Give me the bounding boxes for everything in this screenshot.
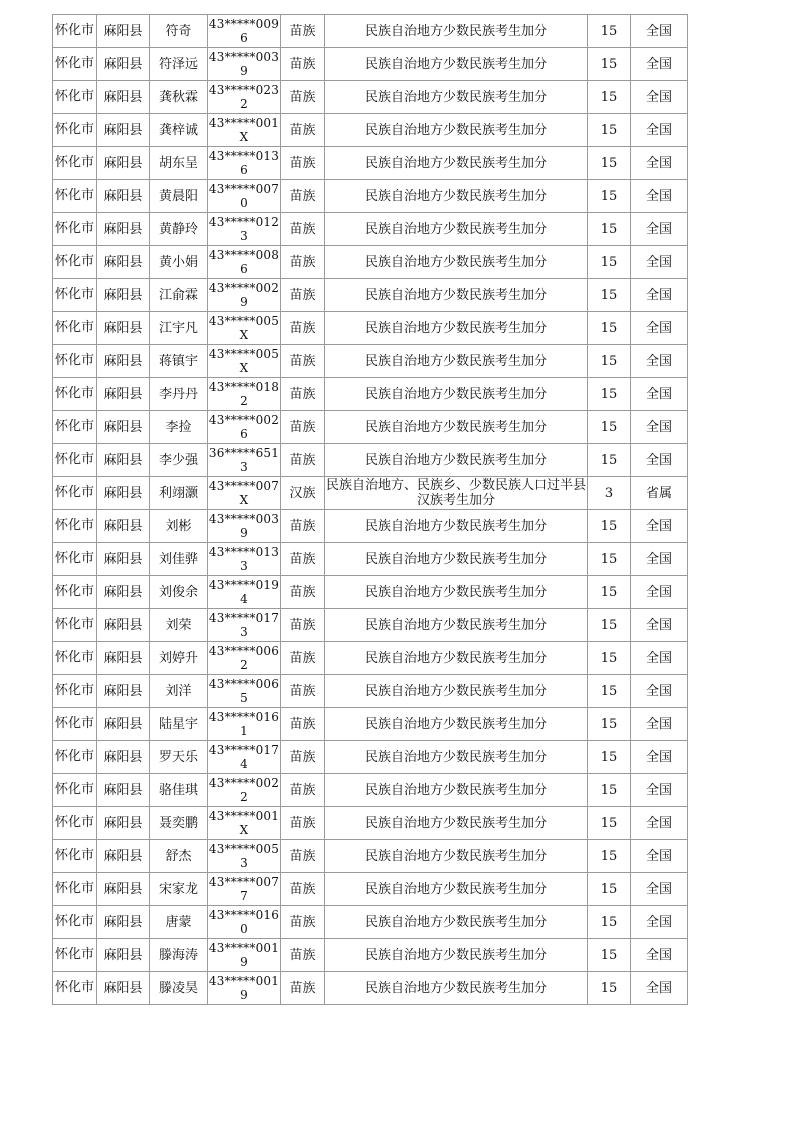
- ethnicity-cell: 苗族: [281, 609, 325, 642]
- name-cell: 刘彬: [150, 510, 208, 543]
- city-cell: 怀化市: [53, 939, 97, 972]
- points-cell: 3: [588, 477, 631, 510]
- points-cell: 15: [588, 81, 631, 114]
- city-cell: 怀化市: [53, 81, 97, 114]
- city-cell: 怀化市: [53, 543, 97, 576]
- table-row: [53, 807, 688, 840]
- bonus-item-cell: 民族自治地方少数民族考生加分: [325, 807, 588, 840]
- city-cell: 怀化市: [53, 675, 97, 708]
- name-cell: 刘佳骅: [150, 543, 208, 576]
- scope-cell: 全国: [631, 543, 688, 576]
- scope-cell: 省属: [631, 477, 688, 510]
- county-cell: 麻阳县: [97, 906, 150, 939]
- name-cell: 刘婷升: [150, 642, 208, 675]
- county-cell: 麻阳县: [97, 939, 150, 972]
- name-cell: 蒋镇宇: [150, 345, 208, 378]
- city-cell: 怀化市: [53, 114, 97, 147]
- bonus-item-cell: 民族自治地方少数民族考生加分: [325, 444, 588, 477]
- id-number-cell: 43*****005X: [208, 312, 281, 345]
- city-cell: 怀化市: [53, 213, 97, 246]
- bonus-item-cell: 民族自治地方少数民族考生加分: [325, 774, 588, 807]
- city-cell: 怀化市: [53, 246, 97, 279]
- scope-cell: 全国: [631, 378, 688, 411]
- ethnicity-cell: 苗族: [281, 48, 325, 81]
- ethnicity-cell: 苗族: [281, 345, 325, 378]
- ethnicity-cell: 苗族: [281, 81, 325, 114]
- table-row: [53, 213, 688, 246]
- name-cell: 骆佳琪: [150, 774, 208, 807]
- county-cell: 麻阳县: [97, 213, 150, 246]
- points-cell: 15: [588, 279, 631, 312]
- name-cell: 黄小娟: [150, 246, 208, 279]
- city-cell: 怀化市: [53, 378, 97, 411]
- points-cell: 15: [588, 840, 631, 873]
- county-cell: 麻阳县: [97, 345, 150, 378]
- scope-cell: 全国: [631, 873, 688, 906]
- name-cell: 利翊灏: [150, 477, 208, 510]
- table-row: [53, 741, 688, 774]
- points-cell: 15: [588, 642, 631, 675]
- id-number-cell: 43*****0053: [208, 840, 281, 873]
- city-cell: 怀化市: [53, 477, 97, 510]
- points-cell: 15: [588, 15, 631, 48]
- county-cell: 麻阳县: [97, 114, 150, 147]
- points-cell: 15: [588, 675, 631, 708]
- ethnicity-cell: 苗族: [281, 939, 325, 972]
- ethnicity-cell: 苗族: [281, 873, 325, 906]
- bonus-points-table: [52, 14, 688, 1005]
- bonus-item-cell: 民族自治地方少数民族考生加分: [325, 180, 588, 213]
- bonus-item-cell: 民族自治地方少数民族考生加分: [325, 708, 588, 741]
- bonus-item-cell: 民族自治地方少数民族考生加分: [325, 246, 588, 279]
- table-row: [53, 906, 688, 939]
- scope-cell: 全国: [631, 972, 688, 1005]
- ethnicity-cell: 苗族: [281, 576, 325, 609]
- bonus-item-cell: 民族自治地方少数民族考生加分: [325, 48, 588, 81]
- id-number-cell: 43*****0077: [208, 873, 281, 906]
- county-cell: 麻阳县: [97, 246, 150, 279]
- table-row: [53, 279, 688, 312]
- scope-cell: 全国: [631, 312, 688, 345]
- points-cell: 15: [588, 411, 631, 444]
- scope-cell: 全国: [631, 345, 688, 378]
- scope-cell: 全国: [631, 576, 688, 609]
- bonus-item-cell: 民族自治地方少数民族考生加分: [325, 345, 588, 378]
- id-number-cell: 43*****001X: [208, 114, 281, 147]
- bonus-item-cell: 民族自治地方少数民族考生加分: [325, 939, 588, 972]
- county-cell: 麻阳县: [97, 642, 150, 675]
- id-number-cell: 43*****0133: [208, 543, 281, 576]
- city-cell: 怀化市: [53, 873, 97, 906]
- points-cell: 15: [588, 708, 631, 741]
- points-cell: 15: [588, 213, 631, 246]
- city-cell: 怀化市: [53, 609, 97, 642]
- bonus-item-cell: 民族自治地方、民族乡、少数民族人口过半县汉族考生加分: [325, 478, 586, 508]
- ethnicity-cell: 苗族: [281, 675, 325, 708]
- name-cell: 罗天乐: [150, 741, 208, 774]
- table-row: [53, 840, 688, 873]
- points-cell: 15: [588, 939, 631, 972]
- scope-cell: 全国: [631, 81, 688, 114]
- bonus-item-cell: 民族自治地方少数民族考生加分: [325, 972, 588, 1005]
- points-cell: 15: [588, 147, 631, 180]
- id-number-cell: 43*****0026: [208, 411, 281, 444]
- scope-cell: 全国: [631, 147, 688, 180]
- scope-cell: 全国: [631, 411, 688, 444]
- table-row: [53, 642, 688, 675]
- points-cell: 15: [588, 609, 631, 642]
- id-number-cell: 43*****0096: [208, 15, 281, 48]
- name-cell: 聂奕鹏: [150, 807, 208, 840]
- id-number-cell: 43*****0029: [208, 279, 281, 312]
- city-cell: 怀化市: [53, 972, 97, 1005]
- ethnicity-cell: 苗族: [281, 774, 325, 807]
- table-row: [53, 246, 688, 279]
- ethnicity-cell: 苗族: [281, 906, 325, 939]
- ethnicity-cell: 苗族: [281, 840, 325, 873]
- city-cell: 怀化市: [53, 345, 97, 378]
- table-row: [53, 477, 688, 510]
- scope-cell: 全国: [631, 906, 688, 939]
- bonus-item-cell: 民族自治地方少数民族考生加分: [325, 378, 588, 411]
- ethnicity-cell: 苗族: [281, 510, 325, 543]
- id-number-cell: 43*****0065: [208, 675, 281, 708]
- scope-cell: 全国: [631, 774, 688, 807]
- name-cell: 胡东呈: [150, 147, 208, 180]
- county-cell: 麻阳县: [97, 510, 150, 543]
- name-cell: 李丹丹: [150, 378, 208, 411]
- name-cell: 唐蒙: [150, 906, 208, 939]
- city-cell: 怀化市: [53, 48, 97, 81]
- name-cell: 陆星宇: [150, 708, 208, 741]
- table-row: [53, 510, 688, 543]
- county-cell: 麻阳县: [97, 576, 150, 609]
- id-number-cell: 43*****0022: [208, 774, 281, 807]
- table-row: [53, 378, 688, 411]
- bonus-item-cell: 民族自治地方少数民族考生加分: [325, 840, 588, 873]
- county-cell: 麻阳县: [97, 15, 150, 48]
- id-number-cell: 43*****0232: [208, 81, 281, 114]
- scope-cell: 全国: [631, 642, 688, 675]
- city-cell: 怀化市: [53, 510, 97, 543]
- id-number-cell: 43*****001X: [208, 807, 281, 840]
- county-cell: 麻阳县: [97, 444, 150, 477]
- city-cell: 怀化市: [53, 741, 97, 774]
- id-number-cell: 43*****0136: [208, 147, 281, 180]
- ethnicity-cell: 苗族: [281, 15, 325, 48]
- county-cell: 麻阳县: [97, 774, 150, 807]
- ethnicity-cell: 苗族: [281, 279, 325, 312]
- name-cell: 黄静玲: [150, 213, 208, 246]
- table-row: [53, 774, 688, 807]
- city-cell: 怀化市: [53, 576, 97, 609]
- id-number-cell: 43*****0019: [208, 939, 281, 972]
- bonus-item-cell: 民族自治地方少数民族考生加分: [325, 675, 588, 708]
- county-cell: 麻阳县: [97, 807, 150, 840]
- name-cell: 符泽远: [150, 48, 208, 81]
- table-row: [53, 708, 688, 741]
- city-cell: 怀化市: [53, 840, 97, 873]
- table-row: [53, 576, 688, 609]
- ethnicity-cell: 苗族: [281, 807, 325, 840]
- bonus-item-cell: 民族自治地方少数民族考生加分: [325, 312, 588, 345]
- points-cell: 15: [588, 576, 631, 609]
- table-row: [53, 939, 688, 972]
- city-cell: 怀化市: [53, 15, 97, 48]
- ethnicity-cell: 苗族: [281, 708, 325, 741]
- city-cell: 怀化市: [53, 411, 97, 444]
- county-cell: 麻阳县: [97, 411, 150, 444]
- scope-cell: 全国: [631, 444, 688, 477]
- name-cell: 符奇: [150, 15, 208, 48]
- county-cell: 麻阳县: [97, 741, 150, 774]
- bonus-item-cell: 民族自治地方少数民族考生加分: [325, 411, 588, 444]
- table-row: [53, 675, 688, 708]
- ethnicity-cell: 苗族: [281, 312, 325, 345]
- county-cell: 麻阳县: [97, 972, 150, 1005]
- scope-cell: 全国: [631, 279, 688, 312]
- scope-cell: 全国: [631, 741, 688, 774]
- points-cell: 15: [588, 543, 631, 576]
- county-cell: 麻阳县: [97, 840, 150, 873]
- bonus-item-cell: 民族自治地方少数民族考生加分: [325, 279, 588, 312]
- id-number-cell: 43*****0070: [208, 180, 281, 213]
- table-row: [53, 180, 688, 213]
- name-cell: 刘荣: [150, 609, 208, 642]
- county-cell: 麻阳县: [97, 180, 150, 213]
- county-cell: 麻阳县: [97, 312, 150, 345]
- id-number-cell: 43*****0194: [208, 576, 281, 609]
- ethnicity-cell: 苗族: [281, 147, 325, 180]
- bonus-item-cell: 民族自治地方少数民族考生加分: [325, 642, 588, 675]
- county-cell: 麻阳县: [97, 279, 150, 312]
- points-cell: 15: [588, 345, 631, 378]
- scope-cell: 全国: [631, 510, 688, 543]
- table-row: [53, 312, 688, 345]
- table-row: [53, 543, 688, 576]
- id-number-cell: 43*****0086: [208, 246, 281, 279]
- scope-cell: 全国: [631, 840, 688, 873]
- points-cell: 15: [588, 807, 631, 840]
- name-cell: 龚梓诚: [150, 114, 208, 147]
- id-number-cell: 43*****0019: [208, 972, 281, 1005]
- scope-cell: 全国: [631, 114, 688, 147]
- name-cell: 李少强: [150, 444, 208, 477]
- county-cell: 麻阳县: [97, 873, 150, 906]
- name-cell: 龚秋霖: [150, 81, 208, 114]
- name-cell: 宋家龙: [150, 873, 208, 906]
- ethnicity-cell: 苗族: [281, 213, 325, 246]
- scope-cell: 全国: [631, 48, 688, 81]
- table-row: [53, 147, 688, 180]
- ethnicity-cell: 苗族: [281, 543, 325, 576]
- points-cell: 15: [588, 114, 631, 147]
- city-cell: 怀化市: [53, 906, 97, 939]
- points-cell: 15: [588, 774, 631, 807]
- name-cell: 江宇凡: [150, 312, 208, 345]
- city-cell: 怀化市: [53, 444, 97, 477]
- name-cell: 刘洋: [150, 675, 208, 708]
- county-cell: 麻阳县: [97, 378, 150, 411]
- ethnicity-cell: 苗族: [281, 972, 325, 1005]
- id-number-cell: 43*****0160: [208, 906, 281, 939]
- table-row: [53, 609, 688, 642]
- table-row: [53, 345, 688, 378]
- id-number-cell: 43*****0161: [208, 708, 281, 741]
- county-cell: 麻阳县: [97, 81, 150, 114]
- table-body: [53, 15, 688, 1005]
- name-cell: 滕海涛: [150, 939, 208, 972]
- table-row: [53, 411, 688, 444]
- scope-cell: 全国: [631, 15, 688, 48]
- city-cell: 怀化市: [53, 180, 97, 213]
- id-number-cell: 43*****005X: [208, 345, 281, 378]
- id-number-cell: 43*****0039: [208, 48, 281, 81]
- points-cell: 15: [588, 312, 631, 345]
- table-row: [53, 114, 688, 147]
- bonus-item-cell: 民族自治地方少数民族考生加分: [325, 114, 588, 147]
- bonus-item-cell: 民族自治地方少数民族考生加分: [325, 213, 588, 246]
- name-cell: 舒杰: [150, 840, 208, 873]
- county-cell: 麻阳县: [97, 477, 150, 510]
- city-cell: 怀化市: [53, 642, 97, 675]
- name-cell: 江俞霖: [150, 279, 208, 312]
- ethnicity-cell: 汉族: [281, 477, 325, 510]
- bonus-item-cell: 民族自治地方少数民族考生加分: [325, 147, 588, 180]
- name-cell: 滕凌昊: [150, 972, 208, 1005]
- id-number-cell: 43*****007X: [208, 477, 281, 510]
- table-row: [53, 873, 688, 906]
- name-cell: 李捡: [150, 411, 208, 444]
- county-cell: 麻阳县: [97, 675, 150, 708]
- bonus-item-cell: 民族自治地方少数民族考生加分: [325, 906, 588, 939]
- bonus-item-cell: 民族自治地方少数民族考生加分: [325, 81, 588, 114]
- county-cell: 麻阳县: [97, 147, 150, 180]
- points-cell: 15: [588, 510, 631, 543]
- ethnicity-cell: 苗族: [281, 180, 325, 213]
- scope-cell: 全国: [631, 939, 688, 972]
- city-cell: 怀化市: [53, 807, 97, 840]
- ethnicity-cell: 苗族: [281, 114, 325, 147]
- id-number-cell: 43*****0062: [208, 642, 281, 675]
- points-cell: 15: [588, 906, 631, 939]
- id-number-cell: 43*****0182: [208, 378, 281, 411]
- ethnicity-cell: 苗族: [281, 741, 325, 774]
- city-cell: 怀化市: [53, 147, 97, 180]
- bonus-item-cell: 民族自治地方少数民族考生加分: [325, 873, 588, 906]
- points-cell: 15: [588, 444, 631, 477]
- city-cell: 怀化市: [53, 312, 97, 345]
- scope-cell: 全国: [631, 609, 688, 642]
- city-cell: 怀化市: [53, 774, 97, 807]
- city-cell: 怀化市: [53, 708, 97, 741]
- table-row: [53, 15, 688, 48]
- county-cell: 麻阳县: [97, 543, 150, 576]
- points-cell: 15: [588, 972, 631, 1005]
- table-row: [53, 81, 688, 114]
- points-cell: 15: [588, 180, 631, 213]
- id-number-cell: 43*****0039: [208, 510, 281, 543]
- bonus-item-cell: 民族自治地方少数民族考生加分: [325, 510, 588, 543]
- scope-cell: 全国: [631, 180, 688, 213]
- table-row: [53, 444, 688, 477]
- bonus-item-cell: 民族自治地方少数民族考生加分: [325, 741, 588, 774]
- county-cell: 麻阳县: [97, 48, 150, 81]
- name-cell: 刘俊余: [150, 576, 208, 609]
- points-cell: 15: [588, 246, 631, 279]
- bonus-item-cell: 民族自治地方少数民族考生加分: [325, 576, 588, 609]
- id-number-cell: 43*****0123: [208, 213, 281, 246]
- county-cell: 麻阳县: [97, 708, 150, 741]
- ethnicity-cell: 苗族: [281, 411, 325, 444]
- points-cell: 15: [588, 48, 631, 81]
- ethnicity-cell: 苗族: [281, 642, 325, 675]
- points-cell: 15: [588, 873, 631, 906]
- ethnicity-cell: 苗族: [281, 444, 325, 477]
- id-number-cell: 43*****0173: [208, 609, 281, 642]
- city-cell: 怀化市: [53, 279, 97, 312]
- bonus-item-cell: 民族自治地方少数民族考生加分: [325, 543, 588, 576]
- bonus-item-cell: 民族自治地方少数民族考生加分: [325, 15, 588, 48]
- id-number-cell: 43*****0174: [208, 741, 281, 774]
- name-cell: 黄晨阳: [150, 180, 208, 213]
- scope-cell: 全国: [631, 246, 688, 279]
- scope-cell: 全国: [631, 708, 688, 741]
- table-row: [53, 48, 688, 81]
- ethnicity-cell: 苗族: [281, 378, 325, 411]
- table-row: [53, 972, 688, 1005]
- id-number-cell: 36*****6513: [208, 444, 281, 477]
- points-cell: 15: [588, 378, 631, 411]
- ethnicity-cell: 苗族: [281, 246, 325, 279]
- county-cell: 麻阳县: [97, 609, 150, 642]
- points-cell: 15: [588, 741, 631, 774]
- scope-cell: 全国: [631, 807, 688, 840]
- scope-cell: 全国: [631, 213, 688, 246]
- scope-cell: 全国: [631, 675, 688, 708]
- bonus-item-cell: 民族自治地方少数民族考生加分: [325, 609, 588, 642]
